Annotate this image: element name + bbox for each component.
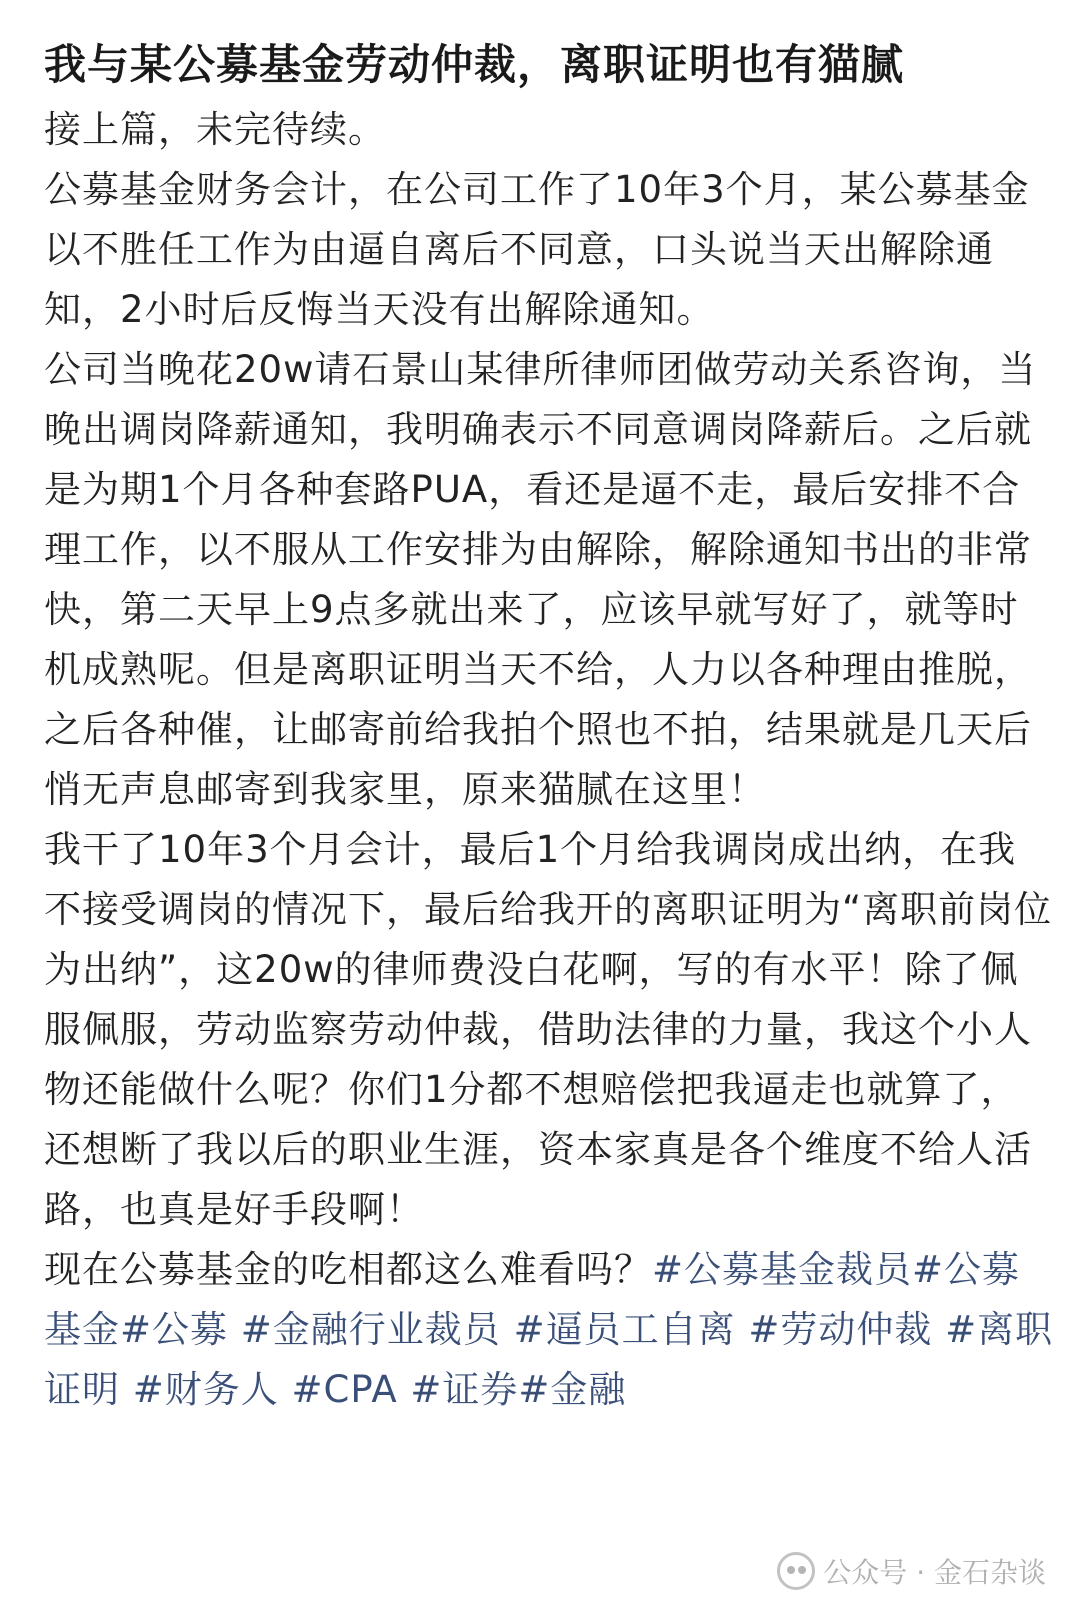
post-container [44,34,1054,1420]
paragraph-background: 公募基金财务会计，在公司工作了10年3个月，某公募基金以不胜任工作为由逼自离后不同意，口头说当天出解除通知，2小时后反悔当天没有出解除通知。 [44,168,1030,331]
wechat-icon [777,1552,815,1590]
hashtag-link[interactable]: #公募基金裁员 [652,1248,913,1291]
hashtag-link[interactable]: #财务人 [132,1368,279,1411]
paragraph-intro: 接上篇，未完待续。 [44,108,386,151]
hashtag-link[interactable]: #金融行业裁员 [240,1308,501,1351]
paragraph-events: 公司当晚花20w请石景山某律所律师团做劳动关系咨询，当晚出调岗降薪通知，我明确表示不同意调岗降薪后。之后就是为期1个月各种套路PUA，看还是逼不走，最后安排不合理工作，以不服从工作安排为由解除，解除通知书出的非常快，第二天早上9点多就出来了，应该早就写好了，就等时机成熟呢。但是离职证明当天不给，人力以各种理由推脱，之后各种催，让邮寄前给我拍个照也不拍，结果就是几天后悄无声息邮寄到我家里，原来猫腻在这里！ [44,348,1037,811]
hashtag-link[interactable]: #逼员工自离 [513,1308,736,1351]
hashtag-link[interactable]: #劳动仲裁 [748,1308,933,1351]
watermark-text: 公众号 · 金石杂谈 [823,1556,1046,1589]
hashtag-link[interactable]: #金融 [518,1368,627,1411]
hashtag-link[interactable]: #公募 [120,1308,229,1351]
hashtag-link[interactable]: #证券 [410,1368,519,1411]
post-body [44,100,1054,1420]
paragraph-closing [44,1240,1054,1420]
post-title: 我与某公募基金劳动仲裁，离职证明也有猫腻 [44,40,905,89]
hashtag-link[interactable]: #公募基金 [44,1248,1021,1351]
hashtag-link[interactable]: #离职证明 [44,1308,1054,1411]
closing-question: 现在公募基金的吃相都这么难看吗？ [44,1248,652,1291]
hashtag-link[interactable]: #CPA [291,1368,398,1411]
paragraph-certificate: 我干了10年3个月会计，最后1个月给我调岗成出纳，在我不接受调岗的情况下，最后给我开的离职证明为“离职前岗位为出纳”，这20w的律师费没白花啊，写的有水平！除了佩服佩服，劳动监察劳动仲裁，借助法律的力量，我这个小人物还能做什么呢？你们1分都不想赔偿把我逼走也就算了，还想断了我以后的职业生涯，资本家真是各个维度不给人活路，也真是好手段啊！ [44,828,1053,1231]
source-watermark [777,1551,1046,1591]
